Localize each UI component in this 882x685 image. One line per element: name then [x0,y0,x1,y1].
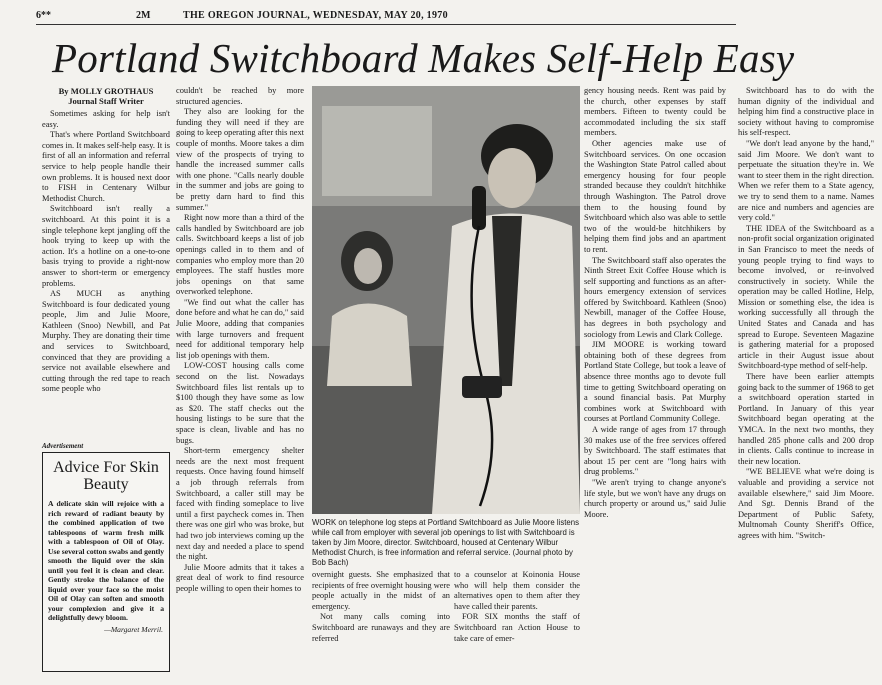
paragraph: Right now more than a third of the calls handled by Switchboard are job calls. Switchboard keeps a list of job openings called in to them and of companies who employ more than 20 employees. The staff hustles more jobs openings on that same overworked telephone. [176,213,304,297]
column-2 [176,86,304,671]
byline-role: Journal Staff Writer [68,96,144,106]
paragraph: Switchboard has to do with the human dignity of the individual and helping him find a constructive place in society without having to compromise his self-respect. [738,86,874,138]
paragraph: couldn't be reached by more structured agencies. [176,86,304,106]
paragraph: "We aren't trying to change anyone's life style, but we won't have any drugs on church property or around us," said Julie Moore. [584,477,726,519]
headline: Portland Switchboard Makes Self-Help Easy [52,35,795,81]
paragraph: "We don't lead anyone by the hand," said Jim Moore. We don't want to perpetuate the situation they're in. We want to steer them in the right direction. When we refer them to a State agency, we try to send them to a name. Names are nice and numbers and agencies are very cold." [738,138,874,223]
photo-caption: WORK on telephone log steps at Portland Switchboard as Julie Moore listens while call from employer with several job openings to list with Switchboard is taken by Jim Moore, director. Switchboard, housed at Centenary Wilbur Methodist Church, is free information and referral service. (Journal photo by Bob Bach) [312,518,579,567]
column-3 [312,570,450,671]
paragraph: Other agencies make use of Switchboard services. On one occasion the Washington State Patrol called about emergency housing for four people stranded because they couldn't hitchhike through Washington. The Patrol drove them to the housing found by Switchboard which also was able to settle two of the would-be hitchhikers by helping them find jobs and an apartment to rent. [584,138,726,254]
ad-signature: —Margaret Merril. [104,624,163,634]
paragraph: Sometimes asking for help isn't easy. [42,109,170,129]
page-number: 2M [136,10,151,21]
column-4 [454,570,580,671]
paragraph: gency housing needs. Rent was paid by the church, other expenses by staff members. Fifteen to twenty could be accommodated including the six staff members. [584,86,726,138]
paragraph: Not many calls coming into Switchboard are runaways and they are referred [312,612,450,643]
advertisement-label: Advertisement [42,442,84,450]
paragraph: That's where Portland Switchboard comes in. It makes self-help easy. It is first of all an information and referral service to help people handle their own problems. It is housed next door to FISH in Centenary Wilbur Methodist Church. [42,130,170,203]
masthead-left: 6** [36,10,51,21]
byline-author: By MOLLY GROTHAUS [58,86,154,96]
paragraph: There have been earlier attempts going back to the summer of 1968 to get a switchboard operation started in Portland. In January of this year Switchboard began operating at the YMCA. In the next two months, they handled 285 phone calls and 200 drop in clients. Calls continue to increase in their new location. [738,372,874,466]
column-1 [42,86,170,442]
paragraph: AS MUCH as anything Switchboard is four dedicated young people, Jim and Julie Moore, Kathleen (Snoo) Newbill, and Pat Murphy. They are donating their time and services to Switchboard, convinced that they are providing a service not available elsewhere and cutting through the red tape to reach some people who [42,289,170,394]
advertisement-box [42,452,170,672]
paragraph: Julie Moore admits that it takes a great deal of work to find resource people willing to open their homes to [176,562,304,593]
paragraph: FOR SIX months the staff of Switchboard ran Action House to take care of emer- [454,612,580,643]
paragraph: LOW-COST housing calls come second on the list. Nowadays Switchboard files list rentals up to $100 though they have some as low as $20. The staff checks out the housing listings to be sure that the space is clean, livable and has no bugs. [176,361,304,445]
column-5 [584,86,726,671]
paragraph: JIM MOORE is working toward obtaining both of these degrees from Portland State College, but took a leave of absence three months ago to devote full time to getting Switchboard operating on a sound financial basis. Pat Murphy combines work at Switchboard with courses at Portland Community College. [584,340,726,424]
paragraph: Short-term emergency shelter needs are the next most frequent requests. Once having found himself a job through referrals from Switchboard, a caller still may be faced with finding someplace to live until a first paycheck comes in. Then there was one girl who was broke, but had two job interviews coming up the next day and needed a place to spend the night. [176,446,304,562]
photo-illustration [312,86,580,514]
newspaper-name: THE OREGON JOURNAL, WEDNESDAY, MAY 20, 1970 [183,10,448,21]
paragraph: The Switchboard staff also operates the Ninth Street Exit Coffee House which is self supporting and functions as an after-hours emergency extension of services offered by Switchboard. Kathleen (Snoo) Newbill, manager of the Coffee House, has degrees in both psychology and sociology from Lewis and Clark College. [584,255,726,339]
paragraph: to a counselor at Koinonia House who will help them consider the alternatives open to them after they have called their parents. [454,570,580,611]
paragraph: Switchboard isn't really a switchboard. At this point it is a single telephone kept jangling off the hook trying to keep up with the action. It's a hotline on a one-to-one basis trying to provide a right-now answer to short-term or emergency problems. [42,204,170,288]
paragraph: "WE BELIEVE what we're doing is valuable and providing a service not available elsewhere," said Jim Moore. And Sgt. Dennis Brand of the Department of Public Safety, Multnomah County Sheriff's Office, agrees with him. "Switch- [738,467,874,540]
column-6 [738,14,874,671]
paragraph: A wide range of ages from 17 through 30 makes use of the free services offered by Switchboard. The staff estimates that about 15 per cent are "long hairs with drug problems." [584,425,726,477]
ad-title: Advice For Skin Beauty [53,459,159,493]
paragraph: overnight guests. She emphasized that recipients of free overnight housing were people actually in the midst of an emergency. [312,570,450,611]
paragraph: "We find out what the caller has done before and what he can do," said Julie Moore, adding that companies with large turnovers and frequent need for additional temporary help list job openings with them. [176,297,304,360]
paragraph: They also are looking for the funding they will need if they are going to keep operating after this next couple of months. Moore takes a dim view of the prospects of trying to handle the increased summer calls with one phone. "Calls nearly double in the summer and jobs are going to be pretty darn hard to find this summer." [176,107,304,212]
masthead-rule [36,24,736,25]
paragraph: THE IDEA of the Switchboard as a non-profit social organization originated in San Francisco to meet the needs of young people trying to find ways to become involved, or re-involved constructively in society. While the operation may be called Hotline, Help, Mission or something else, the idea is working successfully all through the United States and Canada and has spread to Europe. Seventeen Magazine is gathering material for a proposed article in their August issue about Switchboard-type method of self-help. [738,223,874,371]
news-photo [312,86,580,514]
ad-text: A delicate skin will rejoice with a rich reward of radiant beauty by the combined application of two tablespoons of warm fresh milk with a tablespoon of Oil of Olay. Use several cotton swabs and gently smooth the liquid over the skin until you feel it is clean and clear. Gently stroke the balance of the liquid over your face so the moist Oil of Olay can soften and smooth your complexion and give it a delightfully dewy bloom. [48,499,164,622]
